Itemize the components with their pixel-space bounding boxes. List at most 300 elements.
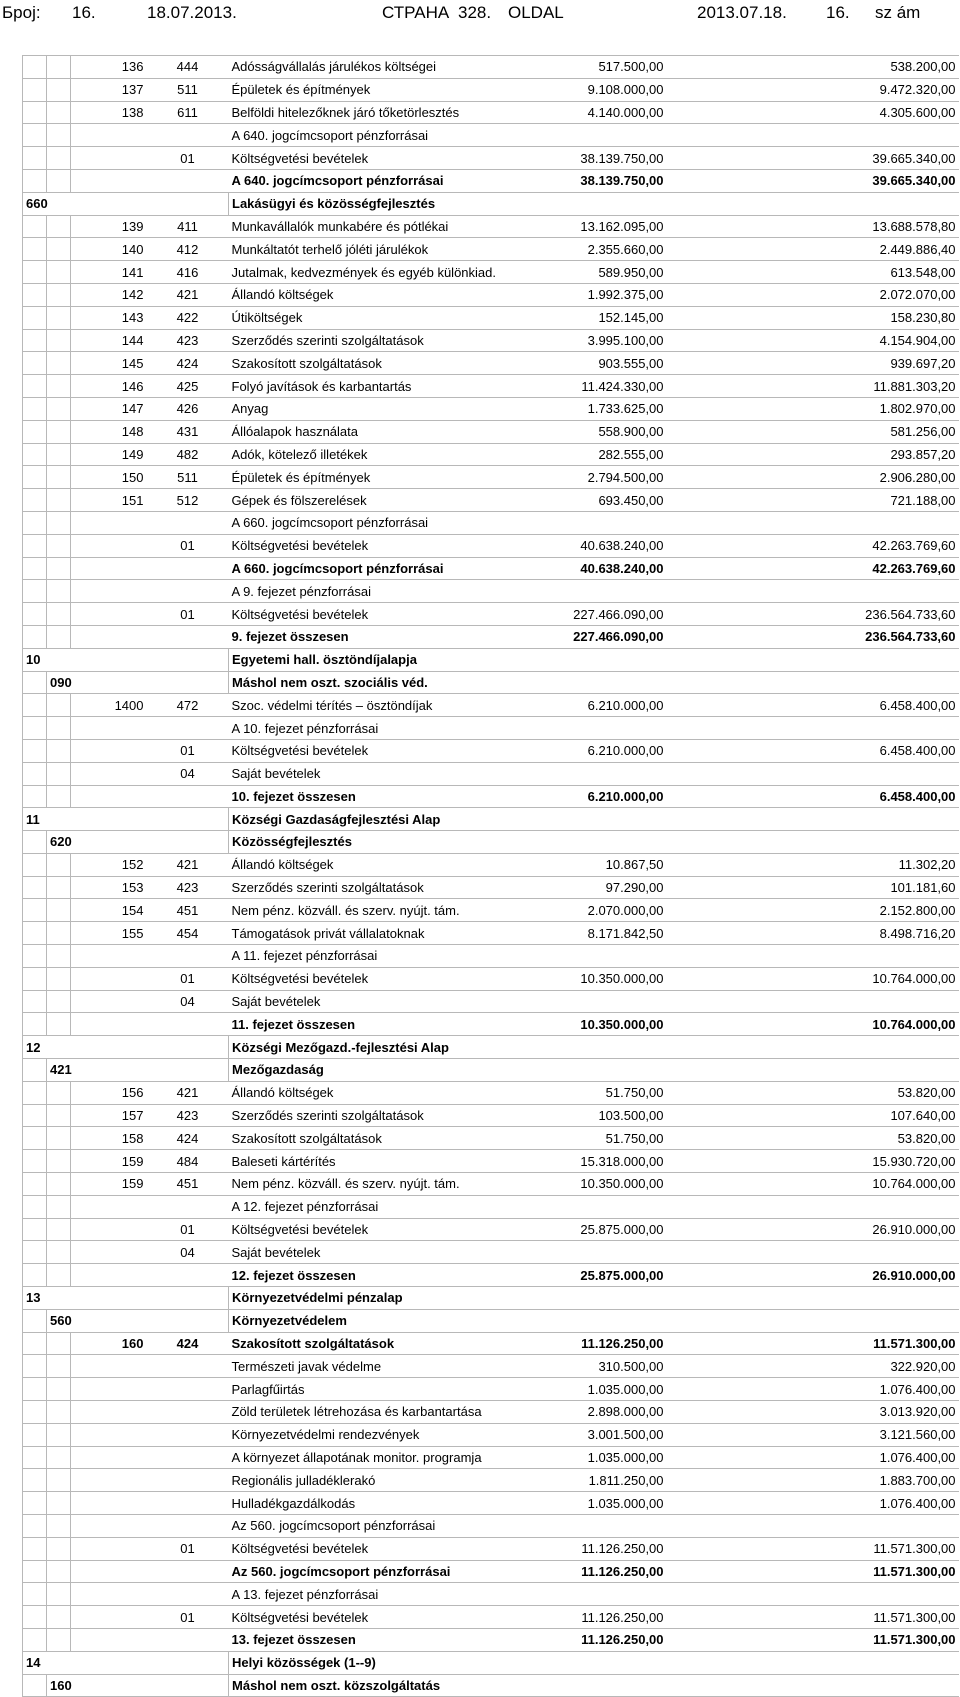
description-cell: Költségvetési bevételek xyxy=(229,1537,517,1560)
table-row xyxy=(23,1059,959,1082)
description-cell: Állandó költségek xyxy=(229,853,517,876)
position-number-cell: 159 xyxy=(71,1150,147,1173)
table-row xyxy=(23,397,959,420)
amount-2014-cell: 2.152.800,00 xyxy=(813,899,959,922)
account-code-cell xyxy=(147,1492,229,1515)
description-cell: Anyag xyxy=(229,397,517,420)
account-code-cell: 01 xyxy=(147,603,229,626)
position-number-cell: 138 xyxy=(71,101,147,124)
empty-cell xyxy=(47,169,71,192)
amount-2014-cell xyxy=(813,1583,959,1606)
empty-cell xyxy=(47,78,71,101)
amount-2013-cell xyxy=(517,990,667,1013)
empty-cell xyxy=(23,511,47,534)
position-number-cell: 148 xyxy=(71,420,147,443)
spacer-cell xyxy=(667,1127,813,1150)
amount-2013-cell: 51.750,00 xyxy=(517,1081,667,1104)
spacer-cell xyxy=(667,1081,813,1104)
table-row xyxy=(23,1287,959,1310)
spacer-cell xyxy=(667,1628,813,1651)
account-code-cell: 472 xyxy=(147,694,229,717)
description-cell: Természeti javak védelme xyxy=(229,1355,517,1378)
header-page-number: 328. xyxy=(458,3,492,22)
account-code-cell xyxy=(147,1446,229,1469)
empty-cell xyxy=(23,420,47,443)
function-code-cell: 421 xyxy=(47,1059,229,1082)
position-number-cell: 136 xyxy=(71,56,147,79)
spacer-cell xyxy=(667,1423,813,1446)
empty-cell xyxy=(23,625,47,648)
description-cell: Állandó költségek xyxy=(229,1081,517,1104)
empty-cell xyxy=(47,56,71,79)
header-issue-number: 16. xyxy=(72,3,96,22)
empty-cell xyxy=(23,443,47,466)
spacer-cell xyxy=(667,1036,813,1059)
position-number-cell xyxy=(71,945,147,968)
amount-2013-cell: 1.733.625,00 xyxy=(517,397,667,420)
amount-2014-cell: 11.571.300,00 xyxy=(813,1332,959,1355)
position-number-cell xyxy=(71,1492,147,1515)
amount-2013-cell: 97.290,00 xyxy=(517,876,667,899)
table-row xyxy=(23,215,959,238)
empty-cell xyxy=(47,1150,71,1173)
amount-2013-cell: 9.108.000,00 xyxy=(517,78,667,101)
table-row xyxy=(23,1173,959,1196)
chapter-number-cell: 12 xyxy=(23,1036,229,1059)
empty-cell xyxy=(23,967,47,990)
description-cell: Hulladékgazdálkodás xyxy=(229,1492,517,1515)
position-number-cell: 145 xyxy=(71,352,147,375)
description-cell: Belföldi hitelezőknek járó tőketörlesztés xyxy=(229,101,517,124)
empty-cell xyxy=(47,238,71,261)
spacer-cell xyxy=(667,1059,813,1082)
account-code-cell: 411 xyxy=(147,215,229,238)
amount-2014-cell: 1.883.700,00 xyxy=(813,1469,959,1492)
amount-2014-cell xyxy=(813,671,959,694)
description-cell: 11. fejezet összesen xyxy=(229,1013,517,1036)
spacer-cell xyxy=(667,147,813,170)
amount-2013-cell xyxy=(517,1059,667,1082)
amount-2013-cell xyxy=(517,1674,667,1697)
empty-cell xyxy=(47,694,71,717)
spacer-cell xyxy=(667,192,813,215)
empty-cell xyxy=(23,899,47,922)
description-cell: Munkavállalók munkabére és pótlékai xyxy=(229,215,517,238)
empty-cell xyxy=(23,534,47,557)
empty-cell xyxy=(47,215,71,238)
spacer-cell xyxy=(667,603,813,626)
table-row xyxy=(23,1195,959,1218)
empty-cell xyxy=(47,1606,71,1629)
position-number-cell: 147 xyxy=(71,397,147,420)
spacer-cell xyxy=(667,922,813,945)
description-cell: A 660. jogcímcsoport pénzforrásai xyxy=(229,557,517,580)
empty-cell xyxy=(23,739,47,762)
amount-2014-cell xyxy=(813,1059,959,1082)
position-number-cell xyxy=(71,511,147,534)
spacer-cell xyxy=(667,967,813,990)
account-code-cell xyxy=(147,1013,229,1036)
spacer-cell xyxy=(667,56,813,79)
table-row xyxy=(23,1537,959,1560)
amount-2013-cell: 1.035.000,00 xyxy=(517,1378,667,1401)
position-number-cell xyxy=(71,124,147,147)
empty-cell xyxy=(23,1378,47,1401)
amount-2014-cell: 4.305.600,00 xyxy=(813,101,959,124)
empty-cell xyxy=(23,466,47,489)
table-row xyxy=(23,147,959,170)
empty-cell xyxy=(47,261,71,284)
position-number-cell xyxy=(71,1469,147,1492)
amount-2014-cell: 11.571.300,00 xyxy=(813,1560,959,1583)
account-code-cell: 01 xyxy=(147,967,229,990)
table-row xyxy=(23,739,959,762)
account-code-cell xyxy=(147,1401,229,1424)
function-code-cell: 660 xyxy=(23,192,229,215)
amount-2014-cell: 1.076.400,00 xyxy=(813,1378,959,1401)
spacer-cell xyxy=(667,1469,813,1492)
account-code-cell: 01 xyxy=(147,147,229,170)
amount-2013-cell: 10.867,50 xyxy=(517,853,667,876)
amount-2014-cell: 39.665.340,00 xyxy=(813,169,959,192)
empty-cell xyxy=(23,694,47,717)
amount-2013-cell xyxy=(517,124,667,147)
table-row xyxy=(23,625,959,648)
spacer-cell xyxy=(667,261,813,284)
amount-2014-cell xyxy=(813,808,959,831)
empty-cell xyxy=(23,580,47,603)
empty-cell xyxy=(23,397,47,420)
description-cell: Adósságvállalás járulékos költségei xyxy=(229,56,517,79)
position-number-cell: 149 xyxy=(71,443,147,466)
account-code-cell xyxy=(147,124,229,147)
amount-2013-cell: 558.900,00 xyxy=(517,420,667,443)
description-cell: Saját bevételek xyxy=(229,1241,517,1264)
amount-2014-cell: 10.764.000,00 xyxy=(813,1173,959,1196)
amount-2014-cell: 13.688.578,80 xyxy=(813,215,959,238)
amount-2014-cell xyxy=(813,1287,959,1310)
empty-cell xyxy=(47,739,71,762)
description-cell: Baleseti kártérítés xyxy=(229,1150,517,1173)
amount-2013-cell: 2.355.660,00 xyxy=(517,238,667,261)
position-number-cell xyxy=(71,717,147,740)
spacer-cell xyxy=(667,466,813,489)
position-number-cell xyxy=(71,1606,147,1629)
account-code-cell xyxy=(147,1628,229,1651)
account-code-cell: 512 xyxy=(147,489,229,512)
spacer-cell xyxy=(667,990,813,1013)
position-number-cell xyxy=(71,1423,147,1446)
amount-2014-cell: 6.458.400,00 xyxy=(813,739,959,762)
position-number-cell: 141 xyxy=(71,261,147,284)
empty-cell xyxy=(23,717,47,740)
description-cell: Nem pénz. közváll. és szerv. nyújt. tám. xyxy=(229,1173,517,1196)
table-row xyxy=(23,1401,959,1424)
spacer-cell xyxy=(667,785,813,808)
empty-cell xyxy=(23,1492,47,1515)
budget-table xyxy=(22,55,959,1697)
account-code-cell xyxy=(147,1195,229,1218)
table-row xyxy=(23,1674,959,1697)
amount-2014-cell: 4.154.904,00 xyxy=(813,329,959,352)
position-number-cell xyxy=(71,1355,147,1378)
position-number-cell xyxy=(71,762,147,785)
amount-2014-cell xyxy=(813,762,959,785)
empty-cell xyxy=(23,1332,47,1355)
amount-2014-cell xyxy=(813,1036,959,1059)
table-row xyxy=(23,375,959,398)
amount-2014-cell: 6.458.400,00 xyxy=(813,785,959,808)
empty-cell xyxy=(23,56,47,79)
description-cell: Támogatások privát vállalatoknak xyxy=(229,922,517,945)
amount-2014-cell: 581.256,00 xyxy=(813,420,959,443)
empty-cell xyxy=(23,1560,47,1583)
account-code-cell xyxy=(147,1378,229,1401)
table-row xyxy=(23,1218,959,1241)
position-number-cell xyxy=(71,1515,147,1538)
empty-cell xyxy=(47,1127,71,1150)
description-cell: A 660. jogcímcsoport pénzforrásai xyxy=(229,511,517,534)
amount-2013-cell: 40.638.240,00 xyxy=(517,557,667,580)
empty-cell xyxy=(23,1515,47,1538)
spacer-cell xyxy=(667,1150,813,1173)
spacer-cell xyxy=(667,808,813,831)
description-cell: A 11. fejezet pénzforrásai xyxy=(229,945,517,968)
empty-cell xyxy=(23,283,47,306)
empty-cell xyxy=(47,1515,71,1538)
description-cell: Szakosított szolgáltatások xyxy=(229,1127,517,1150)
table-row xyxy=(23,853,959,876)
position-number-cell xyxy=(71,1013,147,1036)
account-code-cell: 04 xyxy=(147,990,229,1013)
empty-cell xyxy=(23,489,47,512)
table-row xyxy=(23,101,959,124)
description-cell: Útiköltségek xyxy=(229,306,517,329)
description-cell: A 640. jogcímcsoport pénzforrásai xyxy=(229,124,517,147)
position-number-cell: 153 xyxy=(71,876,147,899)
table-row xyxy=(23,1628,959,1651)
spacer-cell xyxy=(667,1355,813,1378)
table-row xyxy=(23,1492,959,1515)
account-code-cell: 424 xyxy=(147,1332,229,1355)
amount-2014-cell: 1.076.400,00 xyxy=(813,1446,959,1469)
position-number-cell xyxy=(71,1583,147,1606)
empty-cell xyxy=(47,352,71,375)
empty-cell xyxy=(47,1013,71,1036)
amount-2014-cell: 42.263.769,60 xyxy=(813,557,959,580)
empty-cell xyxy=(23,238,47,261)
amount-2013-cell xyxy=(517,511,667,534)
amount-2013-cell: 6.210.000,00 xyxy=(517,739,667,762)
amount-2014-cell: 11.571.300,00 xyxy=(813,1628,959,1651)
empty-cell xyxy=(23,375,47,398)
description-cell: Egyetemi hall. ösztöndíjalapja xyxy=(229,648,517,671)
description-cell: 10. fejezet összesen xyxy=(229,785,517,808)
table-row xyxy=(23,78,959,101)
spacer-cell xyxy=(667,831,813,854)
table-row xyxy=(23,1081,959,1104)
position-number-cell xyxy=(71,990,147,1013)
empty-cell xyxy=(23,169,47,192)
position-number-cell: 137 xyxy=(71,78,147,101)
spacer-cell xyxy=(667,1218,813,1241)
header-date-hu: 2013.07.18. xyxy=(697,3,787,22)
empty-cell xyxy=(23,124,47,147)
table-row xyxy=(23,1446,959,1469)
spacer-cell xyxy=(667,739,813,762)
table-row xyxy=(23,831,959,854)
empty-cell xyxy=(23,1218,47,1241)
table-row xyxy=(23,1355,959,1378)
account-code-cell xyxy=(147,557,229,580)
table-row xyxy=(23,717,959,740)
empty-cell xyxy=(23,1583,47,1606)
amount-2014-cell: 939.697,20 xyxy=(813,352,959,375)
position-number-cell: 160 xyxy=(71,1332,147,1355)
spacer-cell xyxy=(667,1264,813,1287)
account-code-cell xyxy=(147,1560,229,1583)
table-row xyxy=(23,1241,959,1264)
empty-cell xyxy=(47,1583,71,1606)
amount-2013-cell xyxy=(517,945,667,968)
amount-2013-cell: 1.035.000,00 xyxy=(517,1446,667,1469)
amount-2013-cell xyxy=(517,192,667,215)
spacer-cell xyxy=(667,1515,813,1538)
empty-cell xyxy=(47,876,71,899)
table-row xyxy=(23,557,959,580)
empty-cell xyxy=(47,124,71,147)
amount-2014-cell: 721.188,00 xyxy=(813,489,959,512)
empty-cell xyxy=(23,1674,47,1697)
amount-2013-cell: 11.126.250,00 xyxy=(517,1332,667,1355)
description-cell: 12. fejezet összesen xyxy=(229,1264,517,1287)
spacer-cell xyxy=(667,1537,813,1560)
amount-2013-cell: 13.162.095,00 xyxy=(517,215,667,238)
description-cell: A 12. fejezet pénzforrásai xyxy=(229,1195,517,1218)
description-cell: Folyó javítások és karbantartás xyxy=(229,375,517,398)
spacer-cell xyxy=(667,375,813,398)
description-cell: A 13. fejezet pénzforrásai xyxy=(229,1583,517,1606)
amount-2013-cell: 2.794.500,00 xyxy=(517,466,667,489)
position-number-cell xyxy=(71,967,147,990)
table-row xyxy=(23,785,959,808)
table-row xyxy=(23,1515,959,1538)
table-row xyxy=(23,1469,959,1492)
spacer-cell xyxy=(667,1492,813,1515)
empty-cell xyxy=(23,1150,47,1173)
description-cell: Községi Mezőgazd.-fejlesztési Alap xyxy=(229,1036,517,1059)
empty-cell xyxy=(47,1355,71,1378)
account-code-cell: 421 xyxy=(147,283,229,306)
empty-cell xyxy=(23,762,47,785)
description-cell: Épületek és építmények xyxy=(229,78,517,101)
empty-cell xyxy=(23,1013,47,1036)
table-row xyxy=(23,1606,959,1629)
amount-2014-cell: 26.910.000,00 xyxy=(813,1218,959,1241)
description-cell: Költségvetési bevételek xyxy=(229,1606,517,1629)
header-issue-number-hu: 16. xyxy=(826,3,850,22)
empty-cell xyxy=(47,1628,71,1651)
position-number-cell: 1400 xyxy=(71,694,147,717)
empty-cell xyxy=(47,922,71,945)
amount-2013-cell: 3.995.100,00 xyxy=(517,329,667,352)
empty-cell xyxy=(23,1173,47,1196)
account-code-cell: 454 xyxy=(147,922,229,945)
position-number-cell: 150 xyxy=(71,466,147,489)
empty-cell xyxy=(23,1628,47,1651)
spacer-cell xyxy=(667,945,813,968)
description-cell: A 10. fejezet pénzforrásai xyxy=(229,717,517,740)
amount-2013-cell xyxy=(517,1583,667,1606)
description-cell: Szerződés szerinti szolgáltatások xyxy=(229,329,517,352)
amount-2013-cell xyxy=(517,1195,667,1218)
description-cell: A környezet állapotának monitor. programja xyxy=(229,1446,517,1469)
account-code-cell xyxy=(147,1515,229,1538)
amount-2013-cell xyxy=(517,762,667,785)
table-row xyxy=(23,762,959,785)
spacer-cell xyxy=(667,124,813,147)
amount-2014-cell: 236.564.733,60 xyxy=(813,625,959,648)
empty-cell xyxy=(47,967,71,990)
description-cell: 9. fejezet összesen xyxy=(229,625,517,648)
table-row xyxy=(23,261,959,284)
account-code-cell: 425 xyxy=(147,375,229,398)
position-number-cell xyxy=(71,534,147,557)
account-code-cell xyxy=(147,717,229,740)
spacer-cell xyxy=(667,876,813,899)
amount-2014-cell xyxy=(813,717,959,740)
position-number-cell xyxy=(71,785,147,808)
spacer-cell xyxy=(667,78,813,101)
spacer-cell xyxy=(667,306,813,329)
account-code-cell: 431 xyxy=(147,420,229,443)
empty-cell xyxy=(23,1104,47,1127)
empty-cell xyxy=(47,1264,71,1287)
spacer-cell xyxy=(667,1446,813,1469)
description-cell: Saját bevételek xyxy=(229,990,517,1013)
empty-cell xyxy=(23,1606,47,1629)
table-row xyxy=(23,1332,959,1355)
table-row xyxy=(23,671,959,694)
amount-2013-cell: 589.950,00 xyxy=(517,261,667,284)
table-row xyxy=(23,192,959,215)
empty-cell xyxy=(47,603,71,626)
table-row xyxy=(23,511,959,534)
account-code-cell xyxy=(147,1355,229,1378)
empty-cell xyxy=(47,557,71,580)
description-cell: Épületek és építmények xyxy=(229,466,517,489)
amount-2014-cell: 2.449.886,40 xyxy=(813,238,959,261)
position-number-cell xyxy=(71,1537,147,1560)
position-number-cell xyxy=(71,1218,147,1241)
function-code-cell: 160 xyxy=(47,1674,229,1697)
table-row xyxy=(23,694,959,717)
table-row xyxy=(23,1651,959,1674)
spacer-cell xyxy=(667,1287,813,1310)
account-code-cell: 04 xyxy=(147,762,229,785)
table-row xyxy=(23,1560,959,1583)
header-oldal-label: OLDAL xyxy=(508,3,564,22)
spacer-cell xyxy=(667,238,813,261)
position-number-cell xyxy=(71,557,147,580)
empty-cell xyxy=(23,1469,47,1492)
amount-2014-cell: 11.571.300,00 xyxy=(813,1606,959,1629)
empty-cell xyxy=(47,1081,71,1104)
empty-cell xyxy=(23,1537,47,1560)
amount-2014-cell xyxy=(813,648,959,671)
empty-cell xyxy=(47,329,71,352)
account-code-cell: 451 xyxy=(147,1173,229,1196)
